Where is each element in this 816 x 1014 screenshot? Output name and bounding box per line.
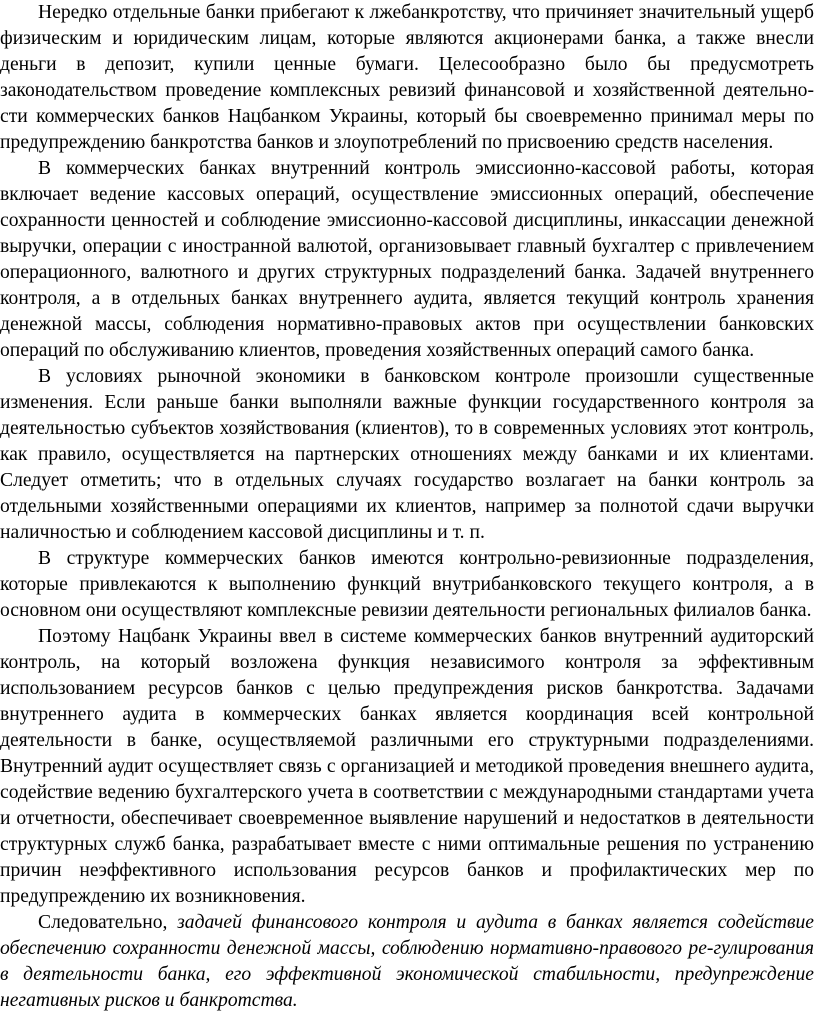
paragraph-conclusion <box>0 910 814 1014</box>
paragraph-market-economy <box>0 364 814 546</box>
paragraph-text: В условиях рыночной экономики в банковском контроле произошли существенные изменения. Если раньше банки выполняли важные функции государственного контроля за деятельностью субъектов хозяйствования (клиентов), то в современных условиях этот контроль, как правило, осуществляется на партнерских отношениях между банками и их клиентами. Следует отметить; что в отдельных случаях государство возлагает на банки контроль за отдельными хозяйственными операциями их клиентов, например за полнотой сдачи выручки наличностью и соблюдением кассовой дисциплины и т. п. <box>0 366 814 543</box>
paragraph-text: В структуре коммерческих банков имеются контрольно-ревизионные подразделения, которые привлекаются к выполнению функций внутрибанковского текущего контроля, а в основном они осуществляют комплексные ревизии деятельности региональных филиалов банка. <box>0 548 814 621</box>
paragraph-bank-fraud <box>0 0 814 156</box>
paragraph-internal-audit <box>0 624 814 910</box>
paragraph-internal-control <box>0 156 814 364</box>
paragraph-emphasis: задачей финансового контроля и аудита в банках является содействие обеспечению сохранности денежной массы, соблюдению нормативно-правового ре-гулирования в деятельности банка, его эффективной экономической стабильности, предупреждение негативных рисков и банкротства. <box>0 912 814 1011</box>
paragraph-lead: Следовательно, <box>38 912 178 933</box>
paragraph-text: В коммерческих банках внутренний контроль эмиссионно-кассовой работы, которая включает ведение кассовых операций, осуществление эмиссионных операций, обеспечение сохранности ценностей и соблюдение эмиссионно-кассовой дисциплины, инкассации денежной выручки, операции с иностранной валютой, организовывает главный бухгалтер с привлечением операционного, валютного и других структурных подразделений банка. Задачей внутреннего контроля, а в отдельных банках внутреннего аудита, является текущий контроль хранения денежной массы, соблюдения нормативно-правовых актов при осуществлении банковских операций по обслуживанию клиентов, проведения хозяйственных операций самого банка. <box>0 158 814 361</box>
paragraph-audit-units <box>0 546 814 624</box>
paragraph-text: Нередко отдельные банки прибегают к лжебанкротству, что причиняет значительный ущерб физическим и юридическим лицам, которые являются акционерами банка, а также внесли деньги в депозит, купили ценные бумаги. Целесообразно было бы предусмотреть законодательством проведение комплексных ревизий финансовой и хозяйственной деятельно-сти коммерческих банков Нацбанком Украины, который бы своевременно принимал меры по предупреждению банкротства банков и злоупотреблений по присвоению средств населения. <box>0 2 814 153</box>
paragraph-text: Поэтому Нацбанк Украины ввел в системе коммерческих банков внутренний аудиторский контроль, на который возложена функция независимого контроля за эффективным использованием ресурсов банков с целью предупреждения рисков банкротства. Задачами внутреннего аудита в коммерческих банках является координация всей контрольной деятельности в банке, осуществляемой различными его структурными подразделениями. Внутренний аудит осуществляет связь с организацией и методикой проведения внешнего аудита, содействие ведению бухгалтерского учета в соответствии с международными стандартами учета и отчетности, обеспечивает своевременное выявление нарушений и недостатков в деятельности структурных служб банка, разрабатывает вместе с ними оптимальные решения по устранению причин неэффективного использования ресурсов банков и профилактических мер по предупреждению их возникновения. <box>0 626 814 907</box>
